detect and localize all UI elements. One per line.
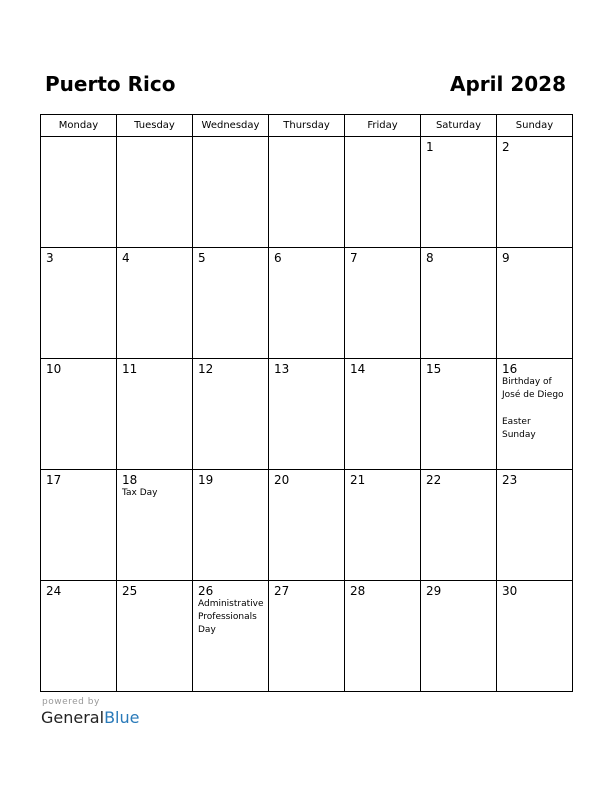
day-number: 28: [350, 584, 366, 598]
day-number: 12: [198, 362, 214, 376]
day-cell: [345, 248, 421, 359]
day-number: 23: [502, 473, 518, 487]
brand-general-text: General: [41, 708, 105, 727]
day-cell: [41, 137, 117, 248]
day-cell: [421, 581, 497, 692]
day-number: 5: [198, 251, 206, 265]
day-cell: [193, 581, 269, 692]
day-number: 26: [198, 584, 214, 598]
holiday-label: Easter Sunday: [502, 417, 536, 440]
day-number: 27: [274, 584, 290, 598]
day-number: 20: [274, 473, 290, 487]
week-row: [41, 248, 573, 359]
weekday-saturday: Saturday: [421, 115, 497, 137]
day-number: 21: [350, 473, 366, 487]
day-cell: [497, 137, 573, 248]
day-cell: [193, 137, 269, 248]
powered-by-text: powered by: [42, 697, 100, 707]
weekday-friday: Friday: [345, 115, 421, 137]
day-cell: [497, 248, 573, 359]
day-number: 22: [426, 473, 442, 487]
day-cell: [269, 470, 345, 581]
generalblue-logo[interactable]: [41, 708, 139, 727]
week-row: [41, 137, 573, 248]
day-cell: [41, 470, 117, 581]
day-cell: [345, 470, 421, 581]
day-cell: [117, 137, 193, 248]
day-number: 8: [426, 251, 434, 265]
day-number: 18: [122, 473, 138, 487]
day-number: 9: [502, 251, 510, 265]
day-cell: [421, 248, 497, 359]
day-cell: [117, 248, 193, 359]
day-cell: [117, 470, 193, 581]
day-cell: [41, 359, 117, 470]
day-cell: [193, 248, 269, 359]
day-cell: [421, 359, 497, 470]
day-cell: [117, 581, 193, 692]
weekday-wednesday: Wednesday: [193, 115, 269, 137]
day-number: 10: [46, 362, 62, 376]
day-cell: [269, 581, 345, 692]
weekday-sunday: Sunday: [497, 115, 573, 137]
day-number: 13: [274, 362, 290, 376]
day-number: 4: [122, 251, 130, 265]
day-number: 7: [350, 251, 358, 265]
holiday-label: Tax Day: [122, 488, 158, 498]
week-row: [41, 581, 573, 692]
day-number: 16: [502, 362, 518, 376]
day-number: 2: [502, 140, 510, 154]
day-number: 30: [502, 584, 518, 598]
day-number: 17: [46, 473, 62, 487]
day-number: 1: [426, 140, 434, 154]
day-number: 6: [274, 251, 282, 265]
week-row: [41, 359, 573, 470]
day-cell: [41, 581, 117, 692]
day-cell: [269, 248, 345, 359]
day-cell: [497, 470, 573, 581]
country-title: Puerto Rico: [45, 72, 176, 96]
weekday-monday: Monday: [41, 115, 117, 137]
day-cell: [193, 359, 269, 470]
day-cell: [345, 359, 421, 470]
day-number: 19: [198, 473, 214, 487]
day-cell: [497, 581, 573, 692]
week-row: [41, 470, 573, 581]
weekday-tuesday: Tuesday: [117, 115, 193, 137]
holiday-label: Birthday of José de Diego: [502, 377, 564, 400]
day-cell: [345, 137, 421, 248]
day-cell: [269, 359, 345, 470]
weekday-header-row: [41, 115, 573, 137]
day-cell: [497, 359, 573, 470]
day-number: 24: [46, 584, 62, 598]
day-cell: [345, 581, 421, 692]
day-number: 15: [426, 362, 442, 376]
day-cell: [117, 359, 193, 470]
day-number: 29: [426, 584, 442, 598]
day-number: 14: [350, 362, 366, 376]
day-number: 3: [46, 251, 54, 265]
day-number: 11: [122, 362, 138, 376]
day-cell: [269, 137, 345, 248]
day-cell: [421, 470, 497, 581]
day-cell: [193, 470, 269, 581]
brand-blue-text: Blue: [104, 708, 140, 727]
month-year-title: April 2028: [450, 72, 566, 96]
day-number: 25: [122, 584, 138, 598]
weekday-thursday: Thursday: [269, 115, 345, 137]
day-cell: [41, 248, 117, 359]
day-cell: [421, 137, 497, 248]
holiday-label: Administrative Professionals Day: [198, 599, 264, 635]
calendar-grid: [40, 114, 573, 692]
